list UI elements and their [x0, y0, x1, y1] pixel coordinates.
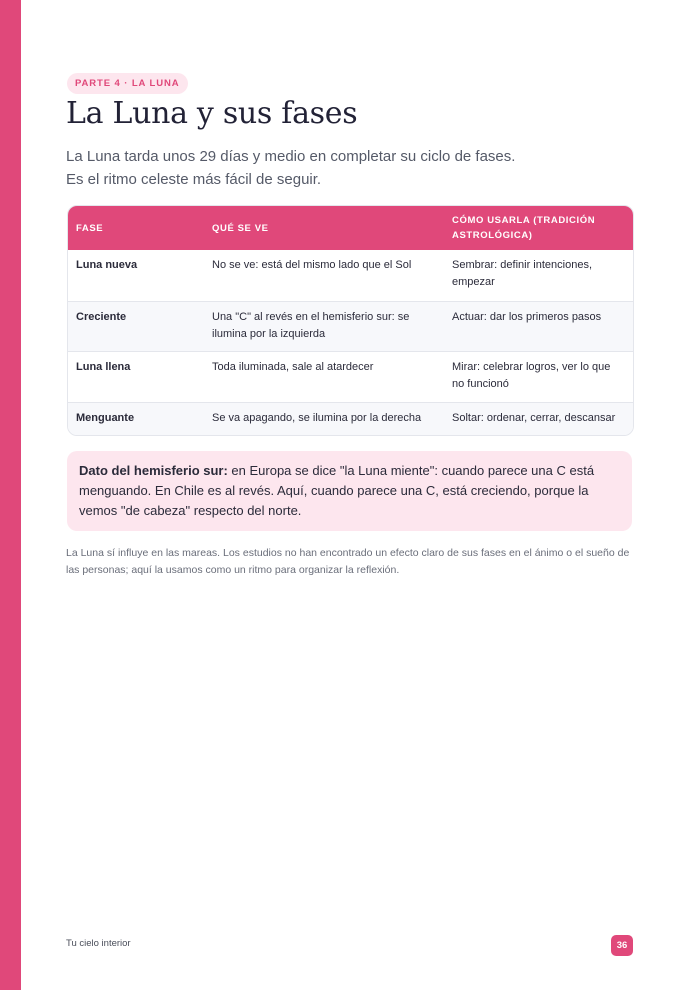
callout-text: en Europa se dice "la Luna miente": cuando parece una C está menguando. En Chile es al revés. Aquí, cuando parece una C, está creciendo, porque la vemos "de cabeza" respecto del norte. — [79, 463, 595, 518]
table-row — [68, 302, 633, 352]
table-row — [68, 250, 633, 302]
page-number-badge: 36 — [611, 935, 633, 956]
usage-cell: Sembrar: definir intenciones, empezar — [452, 259, 593, 288]
southern-hemisphere-callout — [67, 451, 632, 531]
column-header-phase: FASE — [68, 206, 204, 250]
foot-note: La Luna sí influye en las mareas. Los estudios no han encontrado un efecto claro de sus fases en el ánimo o el sueño de las personas; aquí la usamos como un ritmo para organizar la reflexión. — [66, 547, 630, 576]
table-row — [68, 352, 633, 403]
usage-cell: Mirar: celebrar logros, ver lo que no funcionó — [444, 352, 633, 403]
appearance-cell: No se ve: está del mismo lado que el Sol — [212, 259, 412, 271]
column-header-what-you-see: QUÉ SE VE — [204, 206, 444, 250]
section-tag: PARTE 4 · LA LUNA — [67, 73, 188, 94]
phase-cell: Luna nueva — [76, 259, 138, 271]
appearance-cell: Toda iluminada, sale al atardecer — [204, 352, 444, 403]
lead-paragraph: La Luna tarda unos 29 días y medio en completar su ciclo de fases. Es el ritmo celeste más fácil de seguir. — [66, 148, 516, 188]
usage-cell: Soltar: ordenar, cerrar, descansar — [444, 403, 633, 436]
column-header-how-to-use: CÓMO USARLA (TRADICIÓN ASTROLÓGICA) — [444, 206, 633, 250]
footer-book-title: Tu cielo interior — [66, 938, 131, 949]
table-header-row — [68, 206, 633, 250]
appearance-cell: Una "C" al revés en el hemisferio sur: se ilumina por la izquierda — [204, 302, 444, 352]
appearance-cell: Se va apagando, se ilumina por la derecha — [204, 403, 444, 436]
callout-label: Dato del hemisferio sur: — [79, 463, 228, 478]
phase-cell: Luna llena — [68, 352, 204, 403]
usage-cell: Actuar: dar los primeros pasos — [444, 302, 633, 352]
page-title: La Luna y sus fases — [66, 96, 358, 131]
side-accent-bar — [0, 0, 21, 990]
phase-cell: Creciente — [68, 302, 204, 352]
phase-cell: Menguante — [68, 403, 204, 436]
moon-phases-table — [67, 205, 634, 436]
table-row — [68, 403, 633, 436]
